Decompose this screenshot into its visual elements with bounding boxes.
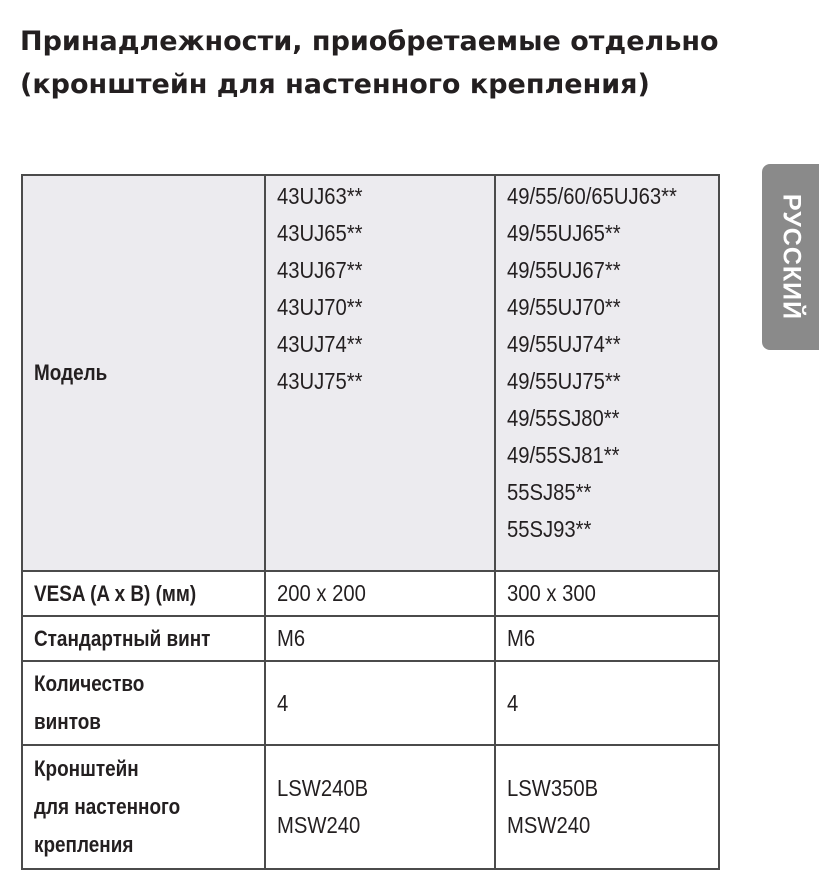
- row-header-vesa-label: VESA (A x B) (мм): [34, 580, 197, 606]
- vesa-col-b: 300 x 300: [495, 571, 719, 616]
- screw-col-a: M6: [265, 616, 495, 661]
- list-item: 49/55UJ67**: [507, 257, 621, 283]
- page-title: Принадлежности, приобретаемые отдельно (кронштейн для настенного крепления): [20, 26, 719, 100]
- model-list-col-b-cell: [495, 175, 719, 571]
- list-item: 49/55/60/65UJ63**: [507, 183, 677, 209]
- table-row-model: [22, 175, 719, 571]
- row-header-wall-bracket: Кронштейн для настенного крепления: [22, 745, 265, 869]
- table-row-vesa: [22, 571, 719, 616]
- row-header-vesa: [22, 571, 265, 616]
- row-header-model: [22, 175, 265, 571]
- list-item: 55SJ93**: [507, 516, 592, 542]
- list-item: 43UJ67**: [277, 257, 363, 283]
- list-item: 49/55UJ74**: [507, 331, 621, 357]
- row-header-screw: [22, 616, 265, 661]
- table-row-wall-bracket: [22, 745, 719, 869]
- model-list-col-a-cell: [265, 175, 495, 571]
- screw-count-col-b: 4: [495, 661, 719, 745]
- table-row-screw: [22, 616, 719, 661]
- list-item: 43UJ75**: [277, 368, 363, 394]
- model-list-col-a: [277, 178, 494, 400]
- language-tab-label: РУССКИЙ: [777, 193, 805, 321]
- table-row-screw-count: [22, 661, 719, 745]
- list-item: 43UJ65**: [277, 220, 363, 246]
- screw-col-b: M6: [495, 616, 719, 661]
- model-list-col-b: [507, 178, 718, 548]
- language-tab[interactable]: [762, 164, 819, 350]
- list-item: 49/55SJ81**: [507, 442, 620, 468]
- list-item: 43UJ63**: [277, 183, 363, 209]
- spec-table: [21, 174, 720, 870]
- list-item: 49/55UJ75**: [507, 368, 621, 394]
- list-item: 49/55UJ70**: [507, 294, 621, 320]
- row-header-screw-label: Стандартный винт: [34, 625, 211, 651]
- wall-bracket-col-a: LSW240B MSW240: [265, 745, 495, 869]
- list-item: 49/55UJ65**: [507, 220, 621, 246]
- row-header-model-label: Модель: [34, 360, 108, 385]
- list-item: 43UJ70**: [277, 294, 363, 320]
- vesa-col-a: 200 x 200: [265, 571, 495, 616]
- screw-count-col-a: 4: [265, 661, 495, 745]
- wall-bracket-col-b: LSW350B MSW240: [495, 745, 719, 869]
- list-item: 43UJ74**: [277, 331, 363, 357]
- row-header-screw-count: Количество винтов: [22, 661, 265, 745]
- list-item: 55SJ85**: [507, 479, 592, 505]
- list-item: 49/55SJ80**: [507, 405, 620, 431]
